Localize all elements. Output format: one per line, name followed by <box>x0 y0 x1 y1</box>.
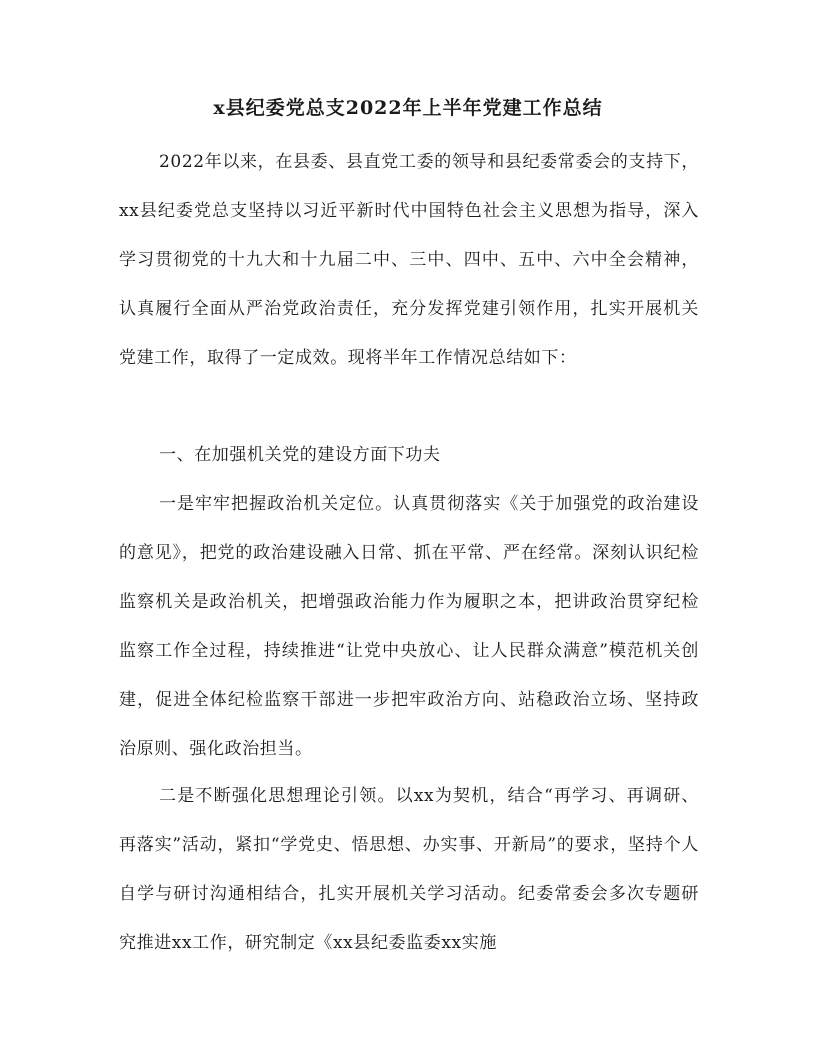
paragraph-theory-guidance: 二是不断强化思想理论引领。以xx为契机，结合“再学习、再调研、再落实”活动，紧扣“学党史、悟思想、办实事、开新局”的要求，坚持个人自学与研讨沟通相结合，扎实开展机关学习活动。纪委常委会多次专题研究推进xx工作，研究制定《xx县纪委监委xx实施 <box>119 786 699 953</box>
paragraph-intro: 2022年以来，在县委、县直党工委的领导和县纪委常委会的支持下，xx县纪委党总支坚持以习近平新时代中国特色社会主义思想为指导，深入学习贯彻党的十九大和十九届二中、三中、四中、五中、六中全会精神，认真履行全面从严治党政治责任，充分发挥党建引领作用，扎实开展机关党建工作，取得了一定成效。现将半年工作情况总结如下： <box>119 152 699 368</box>
paragraph-political-positioning: 一是牢牢把握政治机关定位。认真贯彻落实《关于加强党的政治建设的意见》，把党的政治建设融入日常、抓在平常、严在经常。深刻认识纪检监察机关是政治机关，把增强政治能力作为履职之本，把讲政治贯穿纪检监察工作全过程，持续推进“让党中央放心、让人民群众满意”模范机关创建，促进全体纪检监察干部进一步把牢政治方向、站稳政治立场、坚持政治原则、强化政治担当。 <box>119 494 699 759</box>
document-title: x县纪委党总支2022年上半年党建工作总结 <box>213 97 603 119</box>
section-heading-1: 一、在加强机关党的建设方面下功夫 <box>159 445 441 465</box>
